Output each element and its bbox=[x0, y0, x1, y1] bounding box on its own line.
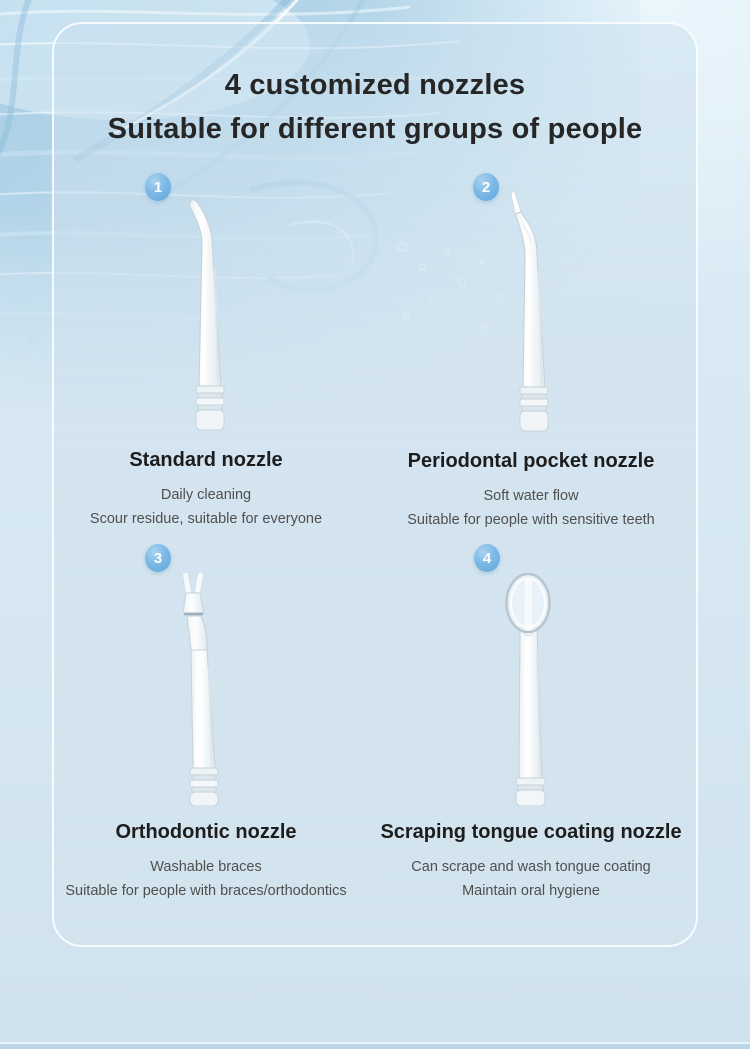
number-badge-3: 3 bbox=[145, 544, 171, 572]
number-badge-4: 4 bbox=[474, 544, 500, 572]
nozzle-section-orthodontic bbox=[31, 542, 381, 903]
nozzle-desc-line-1: Daily cleaning bbox=[160, 487, 252, 503]
page-title bbox=[0, 64, 750, 153]
nozzle-desc-line-2: Suitable for people with sensitive teeth bbox=[407, 512, 655, 528]
nozzle-description bbox=[411, 855, 650, 903]
nozzle-description bbox=[407, 484, 654, 532]
nozzle-desc-line-1: Can scrape and wash tongue coating bbox=[411, 859, 651, 875]
bottom-edge-band bbox=[0, 1044, 750, 1049]
nozzle-name: Orthodontic nozzle bbox=[115, 821, 297, 843]
nozzle-name: Scraping tongue coating nozzle bbox=[380, 821, 682, 843]
nozzle-name: Standard nozzle bbox=[129, 449, 283, 471]
nozzle-name: Periodontal pocket nozzle bbox=[407, 450, 655, 472]
tongue-scraper-nozzle-illustration bbox=[471, 570, 591, 806]
nozzle-desc-line-1: Washable braces bbox=[150, 859, 262, 875]
number-badge-2: 2 bbox=[473, 173, 499, 201]
title-line-1: 4 customized nozzles bbox=[224, 69, 526, 101]
standard-nozzle-illustration bbox=[146, 198, 266, 432]
nozzle-desc-line-1: Soft water flow bbox=[483, 488, 579, 504]
number-badge-1: 1 bbox=[145, 173, 171, 201]
nozzle-description bbox=[90, 483, 322, 531]
nozzle-description bbox=[65, 855, 346, 903]
nozzle-section-standard bbox=[31, 170, 381, 531]
periodontal-pocket-nozzle-illustration bbox=[471, 191, 591, 433]
nozzle-desc-line-2: Scour residue, suitable for everyone bbox=[89, 511, 323, 527]
nozzle-section-tongue-scraper bbox=[356, 542, 706, 903]
nozzle-desc-line-2: Suitable for people with braces/orthodontics bbox=[65, 883, 347, 899]
nozzle-desc-line-2: Maintain oral hygiene bbox=[462, 883, 600, 899]
title-line-2: Suitable for different groups of people bbox=[107, 113, 643, 145]
nozzle-section-periodontal bbox=[356, 170, 706, 532]
orthodontic-nozzle-illustration bbox=[146, 568, 266, 806]
